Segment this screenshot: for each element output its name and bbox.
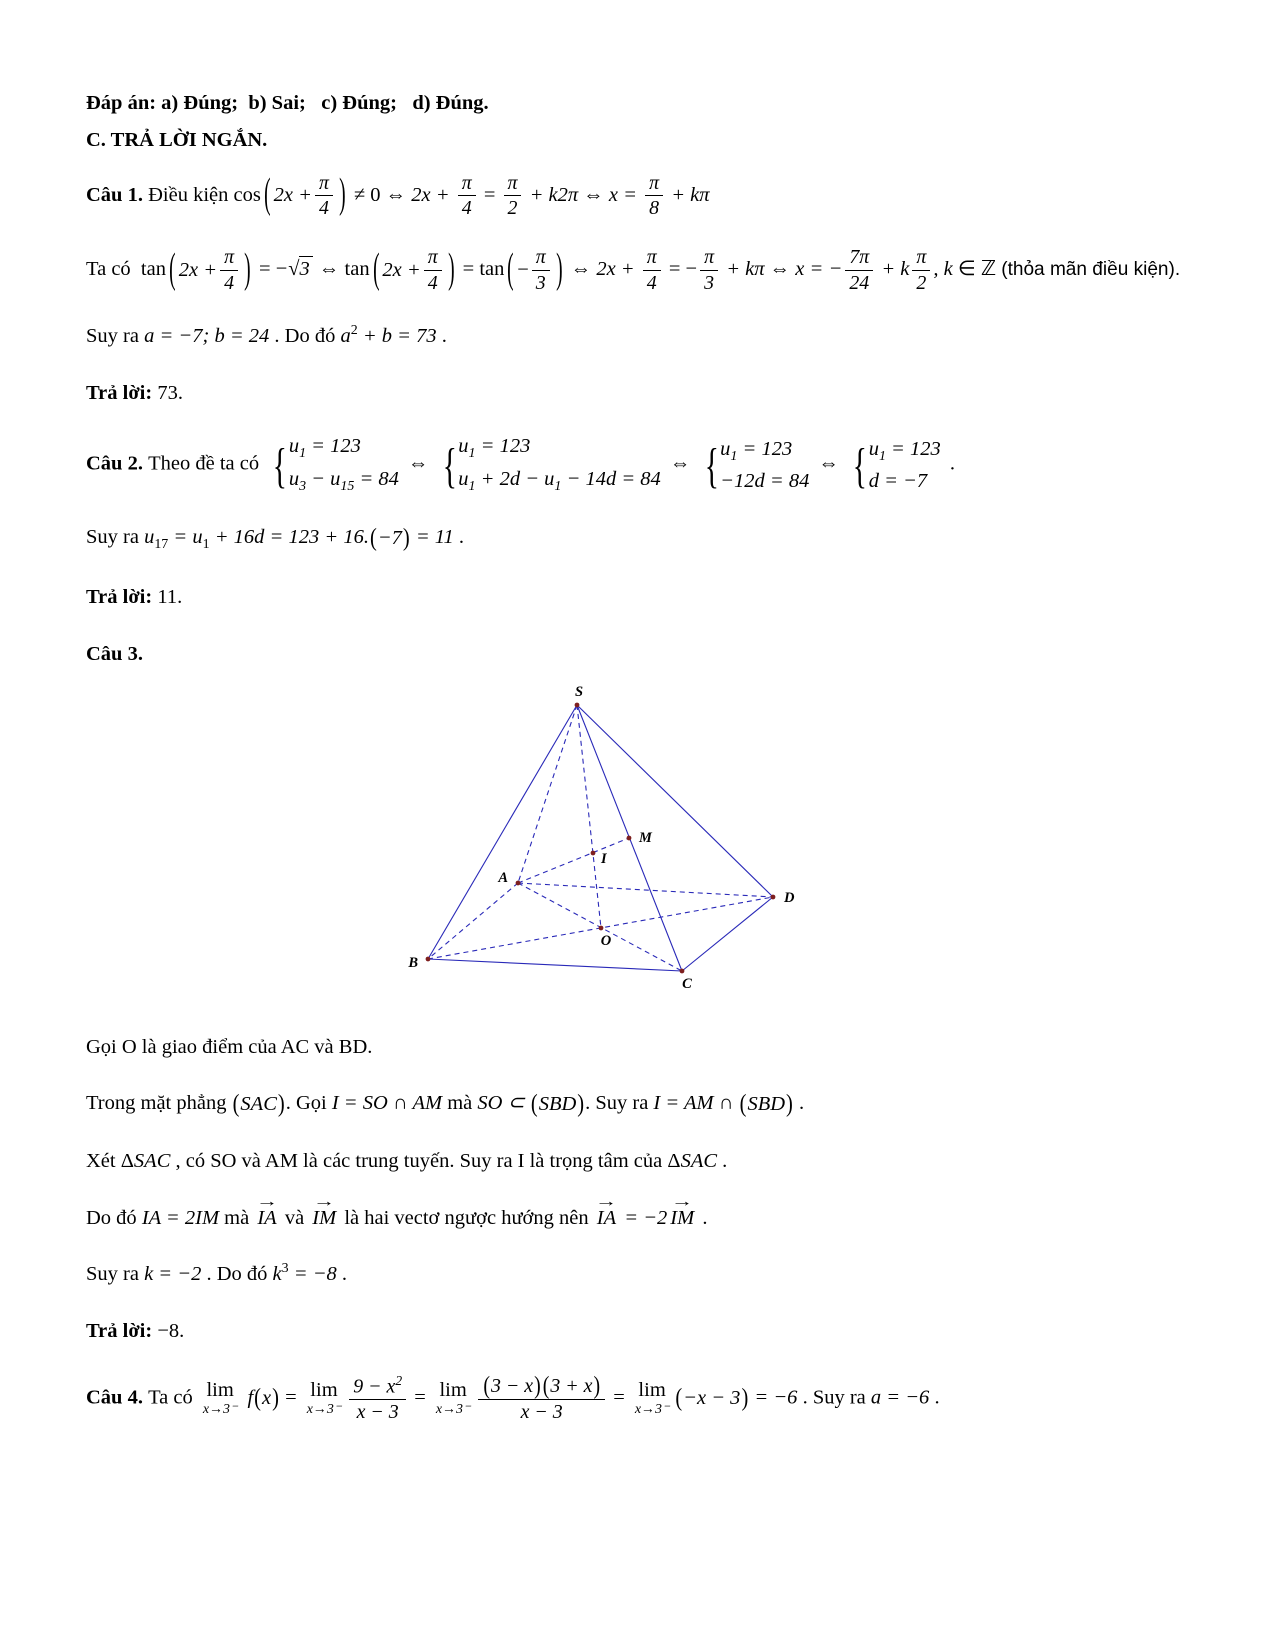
tok-paren: ( SBD ) xyxy=(739,1089,794,1120)
point-label-D: D xyxy=(783,889,794,906)
tok-sup: 2 xyxy=(395,1372,403,1388)
tok-m: 3 + x xyxy=(550,1374,593,1397)
tok-m: 2x + xyxy=(411,183,455,206)
tok-frac xyxy=(349,1373,406,1424)
tok-m: + b = 73 xyxy=(357,324,437,347)
cau2-suy-ra: Suy ra $u_{17} = u_1 + 16d = 123 + 16$. ( −7 ) = 11 . xyxy=(86,524,465,553)
point-S xyxy=(574,702,579,707)
point-D xyxy=(770,894,775,899)
tok-m: + 16d = 123 + 16. xyxy=(209,526,369,549)
cau3-step2: Trong mặt phẳng ( SAC ) . Gọi I = SO ∩ AM mà SO ⊂ ( SBD ) . Suy ra I = AM ∩ ( SBD ) . xyxy=(86,1088,1183,1120)
tok-paren: ( 2x + $\frac{\pi}{4}$ ) xyxy=(169,246,251,295)
tok-m: x = xyxy=(608,183,643,206)
tok-b: Câu 4. xyxy=(86,1386,149,1409)
tok-sub: 3 xyxy=(299,479,307,495)
tok-m: x xyxy=(262,1387,272,1410)
tok-m: k = −2 xyxy=(144,1263,202,1286)
tok-b: Trả lời: xyxy=(86,381,158,404)
point-B xyxy=(425,956,430,961)
point-label-M: M xyxy=(638,829,652,846)
edge-SO-dashed xyxy=(577,705,601,928)
cau1-answer: Trả lời: 73. xyxy=(86,381,183,404)
tok-frac: $\frac{\pi}{4}$ xyxy=(424,246,442,295)
point-M xyxy=(626,835,631,840)
tok-paren: ( SBD ) xyxy=(530,1089,585,1120)
tok-m: x − 3 xyxy=(520,1400,563,1423)
tok-b: Trả lời: xyxy=(86,586,158,609)
tok-m: k xyxy=(272,1263,282,1286)
edge-AM-dashed xyxy=(518,838,629,883)
point-label-O: O xyxy=(600,932,611,949)
tok-m: −12d = 84 xyxy=(720,470,810,493)
section-c-header xyxy=(86,125,1183,156)
answer-key xyxy=(86,88,1183,119)
cau1-tan-line: Ta có tan ( 2x + $\frac{\pi}{4}$ ) = − √ 3 ⇔ tan ( 2x + $\frac{\pi}{4}$ ) = tan ( − $\frac{\pi}{3}$ ) ⇔ 2x + $\frac{\pi}{4}$ = − $\frac{\pi}{3}$ + kπ ⇔ x = − $\frac{7\pi}{24}$ + k $\frac{\pi}{2}$ , k ∈ ℤ (thỏa mãn điều kiện). xyxy=(86,246,1181,295)
tok-b: C. TRẢ LỜI NGẮN. xyxy=(86,128,268,151)
point-I xyxy=(590,850,595,855)
tok-m: u xyxy=(868,437,879,460)
tok-sub: 1 xyxy=(299,446,307,462)
tok-sub: 1 xyxy=(878,448,886,464)
tok-vec: → IM xyxy=(312,1194,337,1229)
tok-sub: 15 xyxy=(340,479,355,495)
tok-frac: $\frac{\pi}{4}$ xyxy=(315,172,333,221)
tok-m: − u xyxy=(306,468,341,491)
tok-m: u xyxy=(458,468,469,491)
tok-frac: $\frac{\pi}{2}$ xyxy=(912,246,930,295)
tok-m: SAC xyxy=(133,1149,171,1172)
tok-m: −x − 3 xyxy=(683,1387,741,1410)
tok-m: x = − xyxy=(795,258,843,281)
point-label-C: C xyxy=(681,975,692,992)
tok-m: a = −7; b = 24 xyxy=(144,324,270,347)
tok-paren: ( x ) xyxy=(253,1383,280,1414)
tok-lim: lim x→3⁻ xyxy=(202,1378,238,1418)
tok-m: − 14d = 84 xyxy=(561,468,661,491)
tok-paren: ( 2x + $\frac{\pi}{4}$ ) xyxy=(372,246,455,295)
pyramid-diagram xyxy=(392,678,822,996)
tok-m: −7 xyxy=(377,526,402,549)
cau3-step1: Gọi O là giao điểm của AC và BD. xyxy=(86,1035,373,1058)
point-C xyxy=(679,968,684,973)
tok-m: SAC xyxy=(680,1149,718,1172)
edge-BC-solid xyxy=(428,959,682,971)
tok-lim: lim x→3⁻ xyxy=(634,1378,670,1418)
tok-frac: $\frac{\pi}{3}$ xyxy=(532,246,550,295)
cau1-suy-ra: Suy ra a = −7; b = 24 . Do đó $a^2 + b = 73$ . xyxy=(86,323,447,347)
tok-frac: $\frac{\pi}{4}$ xyxy=(643,246,661,295)
tok-cases: { $u_1 = 123$ $u_1 + 2d - u_1 - 14d = 84$ xyxy=(442,435,661,495)
tok-b: Câu 1. xyxy=(86,183,149,206)
tok-sans: (thỏa mãn điều kiện). xyxy=(1001,259,1181,281)
tok-b: Đáp án: a) Đúng; b) Sai; c) Đúng; d) Đúng. xyxy=(86,92,489,114)
tok-paren: ( 2x + $\frac{\pi}{4}$ ) xyxy=(263,171,346,220)
edge-SD-solid xyxy=(577,705,773,897)
cau1-solution: Câu 1. Điều kiện cos ( 2x + $\frac{\pi}{4}$ ) ≠ 0 ⇔ 2x + $\frac{\pi}{4}$ = $\frac{\pi}{2}$ + k2π ⇔ x = $\frac{\pi}{8}$ + kπ xyxy=(86,171,710,220)
tok-b: Câu 3. xyxy=(86,642,143,665)
tok-frac: $\frac{\pi}{4}$ xyxy=(220,246,238,295)
tok-sub: 1 xyxy=(554,479,562,495)
tok-cases: { $u_1 = 123$ −12d = 84 xyxy=(704,437,810,493)
tok-m: 2x + xyxy=(273,184,312,207)
tok-m: = −6 xyxy=(749,1386,798,1409)
cau3-header xyxy=(86,639,1183,670)
tok-m: u xyxy=(720,437,731,460)
tok-paren: ( −x − 3 ) xyxy=(674,1383,749,1414)
cau3-figure xyxy=(392,678,822,1002)
tok-paren: ( −7 ) xyxy=(369,523,411,554)
tok-sub: 1 xyxy=(468,446,476,462)
document-content xyxy=(86,88,1183,1424)
point-label-I: I xyxy=(600,850,607,867)
tok-m: SBD xyxy=(538,1093,577,1116)
tok-m: = 123 xyxy=(475,435,531,458)
edge-AB-dashed xyxy=(428,883,518,959)
tok-m: = 123 xyxy=(737,437,793,460)
tok-lim: lim x→3⁻ xyxy=(306,1378,342,1418)
tok-m: + kπ xyxy=(666,183,710,206)
tok-frac: $\frac{\pi}{2}$ xyxy=(504,172,522,221)
tok-frac: $\frac{\pi}{3}$ xyxy=(700,246,718,295)
tok-m: 2x + xyxy=(596,258,640,281)
tok-vec: → IM xyxy=(670,1194,695,1229)
point-A xyxy=(515,880,520,885)
tok-m: f xyxy=(242,1386,254,1409)
tok-sub: 1 xyxy=(468,479,476,495)
tok-m: IA = 2IM xyxy=(141,1206,220,1229)
edge-SB-solid xyxy=(428,705,577,959)
tok-m: SAC xyxy=(240,1093,277,1116)
tok-m: 3 − x xyxy=(490,1374,534,1397)
cau2-solution: Câu 2. Theo đề ta có { $u_1 = 123$ $u_3 - u_{15} = 84$ ⇔ { $u_1 = 123$ $u_1 + 2d - u_1 - 14d = 84$ ⇔ { $u_1 = 123$ −12d = 84 ⇔ { $u_1 = 123$ d = −7 . xyxy=(86,435,956,495)
tok-sup: 2 xyxy=(350,323,358,339)
tok-m: + 2d − u xyxy=(475,468,555,491)
tok-sqrt: √ 3 xyxy=(288,256,313,282)
tok-frac: $\frac{\pi}{8}$ xyxy=(645,172,663,221)
tok-vec: → IA xyxy=(255,1194,279,1229)
tok-lim: lim x→3⁻ xyxy=(435,1378,471,1418)
tok-cases: { $u_1 = 123$ $u_3 - u_{15} = 84$ xyxy=(272,435,399,495)
tok-sub: 1 xyxy=(730,448,738,464)
point-label-A: A xyxy=(497,869,508,886)
edge-CD-solid xyxy=(682,897,773,971)
tok-m: = u xyxy=(168,526,203,549)
tok-paren: ( − $\frac{\pi}{3}$ ) xyxy=(507,246,563,295)
point-label-B: B xyxy=(407,954,418,971)
tok-cases: { $u_1 = 123$ d = −7 xyxy=(852,437,941,493)
tok-m: I = SO ∩ AM xyxy=(331,1092,443,1115)
tok-b: Trả lời: xyxy=(86,1320,158,1343)
tok-b: Câu 2. xyxy=(86,452,149,475)
tok-m: a = −6 xyxy=(870,1386,930,1409)
tok-m: 2x + xyxy=(382,259,421,282)
point-label-S: S xyxy=(574,683,583,700)
tok-vec: → IA xyxy=(595,1194,618,1229)
cau3-step3: Xét ΔSAC , có SO và AM là các trung tuyến. Suy ra I là trọng tâm của ΔSAC . xyxy=(86,1149,728,1172)
tok-m: u xyxy=(288,435,300,458)
tok-m: , k xyxy=(933,258,953,281)
tok-m: d = −7 xyxy=(868,470,928,493)
tok-sub: 17 xyxy=(154,537,169,553)
tok-m: = 123 xyxy=(885,437,941,460)
tok-m: u xyxy=(288,468,300,491)
tok-frac: $\frac{\pi}{4}$ xyxy=(458,172,476,221)
cau3-step4: Do đó IA = 2IM mà → IA và → IM là hai vectơ ngược hướng nên → IA = −2 → IM . xyxy=(86,1203,1183,1234)
tok-m: a xyxy=(340,324,351,347)
tok-m: + kπ xyxy=(721,258,765,281)
tok-m: = −8 xyxy=(288,1263,337,1286)
tok-m: SBD xyxy=(747,1093,786,1116)
cau4-solution: Câu 4. Ta có lim x→3⁻ f ( x ) = lim x→3⁻ $\frac{9 - x^2}{x - 3}$ = lim x→3⁻ ( 3 − x ) ( 3 + x ) x − 3 = lim x→3⁻ ( −x − 3 ) = −6 . Suy ra a = −6 . xyxy=(86,1371,940,1424)
tok-frac: $\frac{7\pi}{24}$ xyxy=(845,246,873,295)
tok-m: = 123 xyxy=(306,435,361,458)
edge-AD-dashed xyxy=(518,883,773,897)
tok-paren: ( SAC ) xyxy=(232,1089,286,1120)
tok-paren: ( 3 − x ) xyxy=(483,1371,541,1400)
tok-m: 9 − x xyxy=(353,1375,396,1398)
cau3-answer: Trả lời: −8. xyxy=(86,1320,185,1343)
tok-m: SO ⊂ xyxy=(477,1092,530,1115)
tok-paren: ( 3 + x ) xyxy=(542,1371,601,1400)
tok-m: = 11 xyxy=(410,526,454,549)
cau3-step5: Suy ra k = −2 . Do đó $k^3 = -8$ . xyxy=(86,1261,348,1286)
tok-frac xyxy=(478,1371,605,1424)
tok-m: + k xyxy=(876,258,910,281)
tok-sup: 3 xyxy=(281,1261,289,1277)
tok-sub: 1 xyxy=(202,537,210,553)
tok-m: = −2 xyxy=(619,1206,668,1229)
tok-m: u xyxy=(458,435,469,458)
tok-m: = 84 xyxy=(354,468,399,491)
tok-m: x − 3 xyxy=(356,1401,399,1424)
tok-m: 2x + xyxy=(178,259,218,282)
edge-SA-dashed xyxy=(518,705,577,883)
tok-m: I = AM ∩ xyxy=(653,1092,739,1115)
tok-m: + k2π xyxy=(524,183,579,206)
point-O xyxy=(598,925,603,930)
cau2-answer: Trả lời: 11. xyxy=(86,586,183,609)
tok-m: u xyxy=(144,526,155,549)
